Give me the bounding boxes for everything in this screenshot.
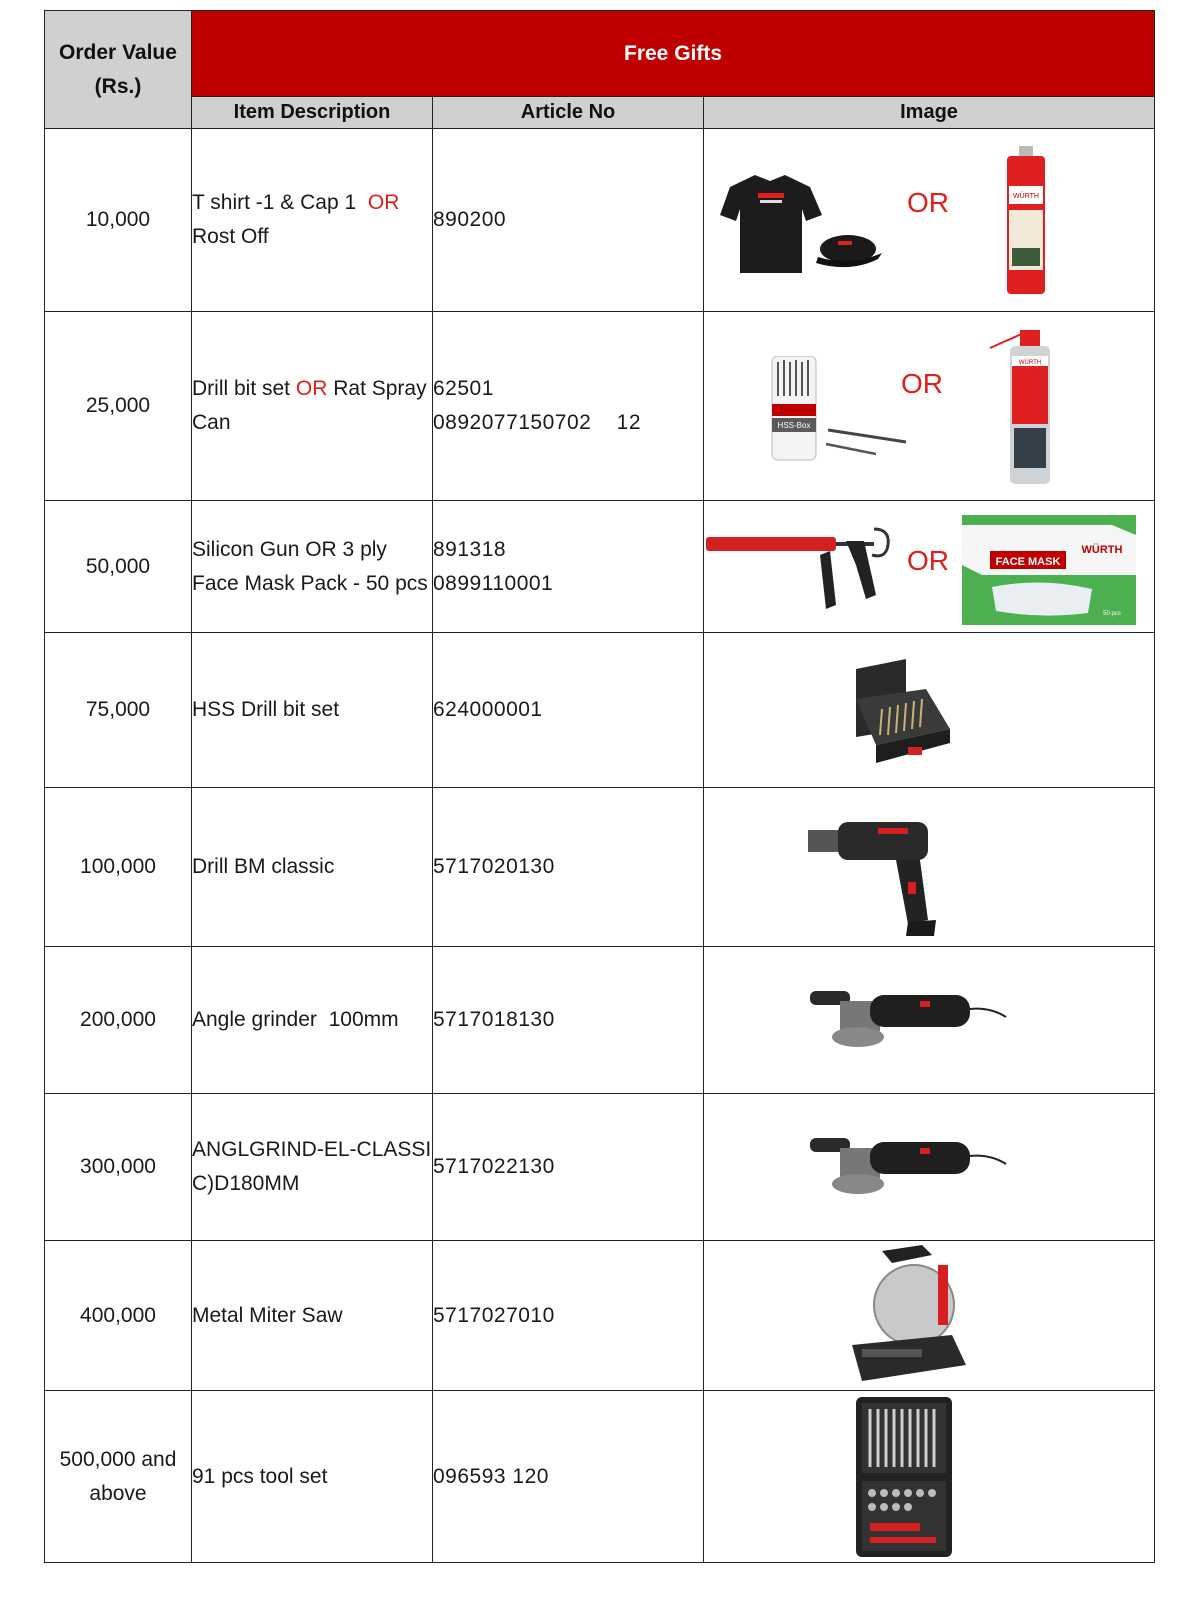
item-image bbox=[704, 788, 1155, 947]
order-value: 200,000 bbox=[45, 947, 192, 1094]
svg-text:HSS-Box: HSS-Box bbox=[777, 421, 811, 430]
order-value: 50,000 bbox=[45, 501, 192, 633]
order-value: 300,000 bbox=[45, 1094, 192, 1241]
item-description: T shirt -1 & Cap 1 OR Rost Off bbox=[192, 129, 433, 312]
item-description: 91 pcs tool set bbox=[192, 1391, 433, 1563]
table-row bbox=[45, 633, 1155, 788]
table-row bbox=[45, 501, 1155, 633]
rat-spray-can-image bbox=[988, 326, 1068, 488]
silicon-gun-image bbox=[706, 515, 896, 615]
table-row bbox=[45, 129, 1155, 312]
article-no: 890200 bbox=[433, 129, 704, 312]
item-description-header: Item Description bbox=[192, 97, 433, 129]
article-no: 5717022130 bbox=[433, 1094, 704, 1241]
table-row bbox=[45, 788, 1155, 947]
or-label: OR bbox=[907, 187, 949, 218]
svg-text:WÜRTH: WÜRTH bbox=[1081, 544, 1123, 556]
free-gifts-header: Free Gifts bbox=[192, 11, 1155, 97]
or-label: OR bbox=[907, 545, 949, 576]
face-mask-box-image bbox=[962, 515, 1136, 625]
order-value: 75,000 bbox=[45, 633, 192, 788]
hss-drill-bit-case-image bbox=[846, 659, 956, 779]
article-no: 62501 0892077150702 12 bbox=[433, 312, 704, 501]
angle-grinder-image bbox=[810, 987, 1010, 1067]
order-value: 10,000 bbox=[45, 129, 192, 312]
item-image bbox=[704, 1094, 1155, 1241]
item-image bbox=[704, 947, 1155, 1094]
rost-off-spray-can-image bbox=[1001, 146, 1051, 298]
or-label: OR bbox=[901, 368, 943, 399]
table-row bbox=[45, 947, 1155, 1094]
svg-text:WÜRTH: WÜRTH bbox=[1018, 360, 1042, 366]
miter-saw-image bbox=[842, 1245, 972, 1385]
svg-text:FACE MASK: FACE MASK bbox=[995, 556, 1061, 568]
article-no: 5717027010 bbox=[433, 1241, 704, 1391]
order-value: 100,000 bbox=[45, 788, 192, 947]
angle-grinder-image bbox=[810, 1134, 1010, 1214]
item-image bbox=[704, 1391, 1155, 1563]
table-row bbox=[45, 1094, 1155, 1241]
order-value-label: Order Value bbox=[59, 40, 177, 64]
order-value: 400,000 bbox=[45, 1241, 192, 1391]
drill-image bbox=[808, 810, 958, 940]
item-description: Silicon Gun OR 3 ply Face Mask Pack - 50 pcs bbox=[192, 501, 433, 633]
item-description: ANGLGRIND-EL-CLASSIC)D180MM bbox=[192, 1094, 433, 1241]
article-no: 096593 120 bbox=[433, 1391, 704, 1563]
currency-label: (Rs.) bbox=[94, 74, 142, 98]
free-gifts-table bbox=[44, 10, 1155, 1563]
order-value: 500,000 and above bbox=[45, 1391, 192, 1563]
drill-bit-box-image bbox=[766, 356, 916, 466]
or-label: OR bbox=[367, 191, 400, 214]
item-image bbox=[704, 501, 1155, 633]
article-no-header: Article No bbox=[433, 97, 704, 129]
item-description: Drill BM classic bbox=[192, 788, 433, 947]
svg-text:WÜRTH: WÜRTH bbox=[1013, 193, 1039, 200]
or-label: OR bbox=[295, 377, 328, 400]
table-row bbox=[45, 1241, 1155, 1391]
item-description: Angle grinder 100mm bbox=[192, 947, 433, 1094]
image-header: Image bbox=[704, 97, 1155, 129]
item-image bbox=[704, 633, 1155, 788]
item-image bbox=[704, 1241, 1155, 1391]
item-image bbox=[704, 129, 1155, 312]
article-no: 5717018130 bbox=[433, 947, 704, 1094]
svg-text:50 pcs: 50 pcs bbox=[1103, 611, 1121, 617]
article-no: 5717020130 bbox=[433, 788, 704, 947]
tool-set-case-image bbox=[856, 1397, 952, 1557]
order-value-header bbox=[45, 11, 192, 129]
item-image bbox=[704, 312, 1155, 501]
t-shirt-and-cap-image bbox=[710, 167, 890, 287]
article-no: 891318 0899110001 bbox=[433, 501, 704, 633]
item-description: Drill bit set OR Rat Spray Can bbox=[192, 312, 433, 501]
table-row bbox=[45, 1391, 1155, 1563]
item-description: HSS Drill bit set bbox=[192, 633, 433, 788]
article-no: 624000001 bbox=[433, 633, 704, 788]
table-row bbox=[45, 312, 1155, 501]
item-description: Metal Miter Saw bbox=[192, 1241, 433, 1391]
order-value: 25,000 bbox=[45, 312, 192, 501]
